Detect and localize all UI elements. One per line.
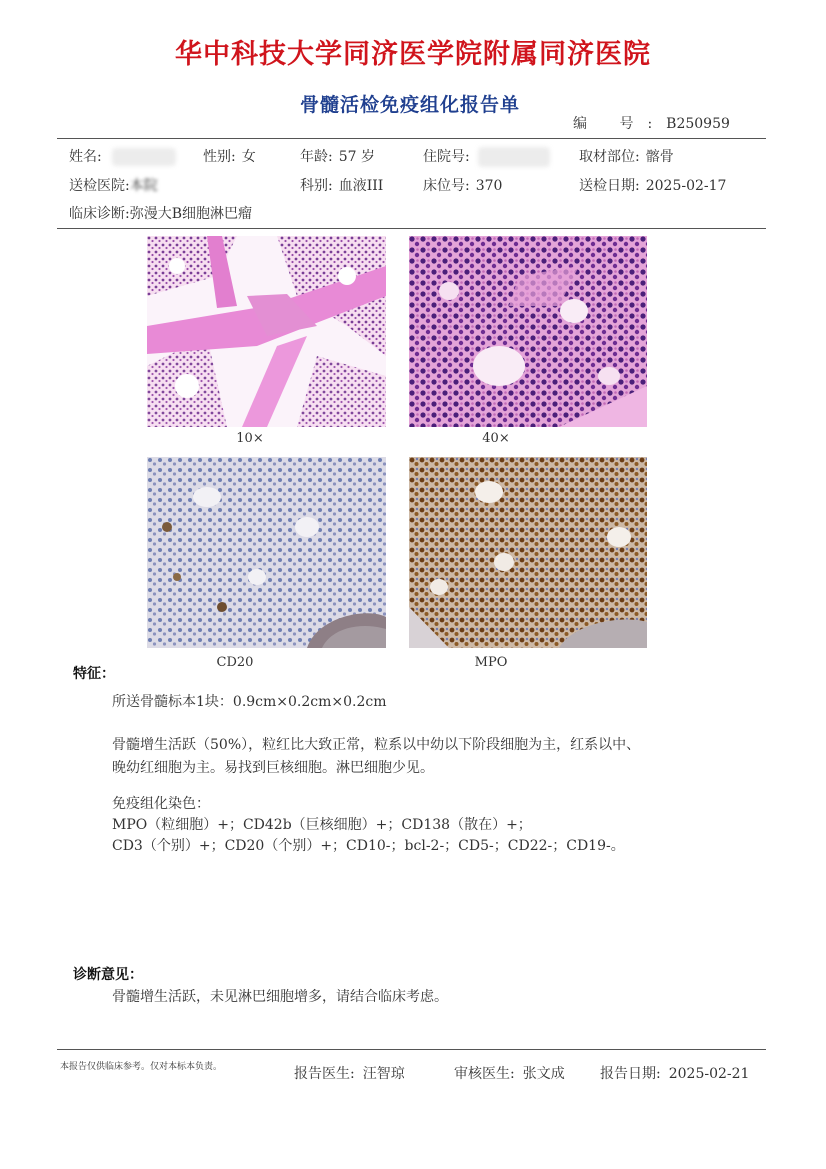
description-line-1: 骨髓增生活跃（50%），粒红比大致正常，粒系以中幼以下阶段细胞为主，红系以中、 — [112, 737, 641, 753]
micrograph-he-10x — [147, 236, 386, 427]
send-date-value: 2025-02-17 — [645, 178, 727, 194]
dept-label: 科别: — [300, 178, 333, 194]
dept-value: 血液III — [338, 178, 384, 194]
report-date-value: 2025-02-21 — [668, 1066, 750, 1082]
gender-label: 性别: — [203, 149, 236, 165]
age-label: 年龄: — [300, 149, 333, 165]
gender-value: 女 — [241, 149, 256, 165]
report-number — [573, 113, 730, 133]
review-doctor-label: 审核医生: — [454, 1066, 515, 1082]
caption-10x: 10× — [236, 431, 264, 446]
ihc-heading: 免疫组化染色： — [112, 796, 210, 812]
field-clinical-diagnosis — [69, 203, 252, 223]
name-redacted — [112, 148, 176, 166]
micrograph-mpo — [409, 457, 647, 648]
diagnosis-heading: 诊断意见： — [73, 967, 143, 983]
divider-info — [57, 228, 766, 229]
send-date-label: 送检日期: — [579, 178, 640, 194]
features-heading: 特征： — [73, 666, 115, 682]
micrograph-cd20 — [147, 457, 386, 648]
report-date — [600, 1063, 749, 1083]
bed-value: 370 — [475, 178, 503, 194]
ihc-line-2: CD3（个别）+；CD20（个别）+；CD10-；bcl-2-；CD5-；CD22-；CD19-。 — [112, 838, 625, 854]
field-bed — [423, 175, 502, 195]
bed-label: 床位号: — [423, 178, 470, 194]
caption-mpo: MPO — [474, 655, 508, 670]
clinical-diagnosis-value: 弥漫大B细胞淋巴瘤 — [129, 206, 253, 222]
divider-footer — [57, 1049, 766, 1050]
report-number-value: B250959 — [666, 116, 730, 132]
report-doctor — [294, 1063, 405, 1083]
report-doctor-value: 汪智琼 — [362, 1066, 405, 1082]
field-site — [579, 146, 674, 166]
send-hospital-label: 送检医院: — [69, 178, 130, 194]
review-doctor — [454, 1063, 565, 1083]
report-date-label: 报告日期: — [600, 1066, 661, 1082]
diagnosis-text: 骨髓增生活跃，未见淋巴细胞增多，请结合临床考虑。 — [112, 989, 448, 1005]
description-line-2: 晚幼红细胞为主。易找到巨核细胞。淋巴细胞少见。 — [112, 760, 434, 776]
age-value: 57 岁 — [338, 149, 375, 165]
send-hospital-value: 本院 — [129, 178, 158, 194]
name-label: 姓名: — [69, 149, 102, 165]
field-hospital — [69, 175, 158, 195]
hospital-name: 华中科技大学同济医学院附属同济医院 — [175, 39, 651, 70]
site-label: 取材部位: — [579, 149, 640, 165]
field-inpatient-no — [423, 146, 550, 167]
field-name — [69, 146, 176, 166]
field-age — [300, 146, 375, 166]
inpatient-no-redacted — [478, 147, 550, 167]
micrograph-he-40x — [409, 236, 647, 427]
site-value: 髂骨 — [645, 149, 674, 165]
caption-cd20: CD20 — [216, 655, 254, 670]
report-title: 骨髓活检免疫组化报告单 — [299, 94, 520, 116]
disclaimer-note: 本报告仅供临床参考。仅对本标本负责。 — [60, 1062, 223, 1072]
specimen-text: 所送骨髓标本1块：0.9cm×0.2cm×0.2cm — [112, 694, 387, 710]
divider-top — [57, 138, 766, 139]
clinical-diagnosis-label: 临床诊断: — [69, 206, 130, 222]
review-doctor-value: 张文成 — [522, 1066, 565, 1082]
report-doctor-label: 报告医生: — [294, 1066, 355, 1082]
field-dept — [300, 175, 383, 195]
ihc-line-1: MPO（粒细胞）+；CD42b（巨核细胞）+；CD138（散在）+； — [112, 817, 532, 833]
inpatient-no-label: 住院号: — [423, 149, 470, 165]
report-number-label: 编 号: — [573, 116, 667, 132]
field-gender — [203, 146, 256, 166]
field-send-date — [579, 175, 726, 195]
caption-40x: 40× — [482, 431, 510, 446]
